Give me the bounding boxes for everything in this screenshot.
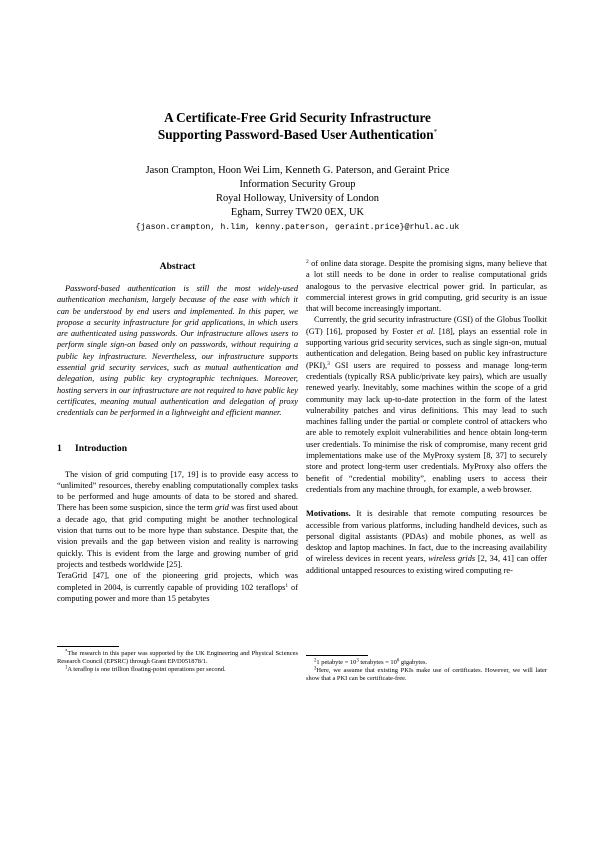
footnote-ref-1: 1 — [285, 582, 289, 589]
section-number: 1 — [57, 442, 62, 454]
paper-title-line-1: A Certificate-Free Grid Security Infrastructure — [164, 110, 431, 125]
footnote-ref-2: 2 — [306, 259, 309, 265]
footnote-star: *The research in this paper was supported by the UK Engineering and Physical Sciences Research Council (EPSRC) through Grant EP/D051878/1. — [57, 649, 298, 666]
author-emails: {jason.crampton, h.lim, kenny.paterson, geraint.price}@rhul.ac.uk — [135, 223, 460, 232]
intro-paragraph-motivations: Motivations. It is desirable that remote computing resources be accessible from various platforms, including handheld devices, such as personal digital assistants (PDAs) and mobile phones, as well as desktop and laptop machines. In fact, due to the increasing availability of wireless devices in recent years, wireless grids [2, 34, 41] can offer additional untapped resources to existing wired computing re- — [306, 509, 547, 575]
section-title: Introduction — [75, 442, 128, 454]
footnote-1: $^1$A teraflop is one trillion floating-point operations per second. — [65, 665, 226, 674]
footnote-rule-right — [306, 655, 368, 656]
intro-paragraph-1-end: $^2$ of online data storage. Despite the promising signs, many believe that a lot still needs to be done in order to realise computational grids analogous to the pervasive electrical power grid. In particular, as commercial interest grows in grid computing, grid security is an issue that will become increasingly important. — [306, 259, 547, 314]
affiliation-address: Egham, Surrey TW20 0EX, UK — [230, 207, 365, 218]
intro-paragraph-1: The vision of grid computing [17, 19] is to provide easy access to “unlimited” resources, thereby enabling computationally complex tasks to be performed and huge amounts of data to be stored and shared. There has been some suspicion, since the term grid was first used about a decade ago, that grid computing might be another technological vision that turns out to be more hype than substance. Despite that, the vision prevails and the gap between vision and reality is narrowing quickly. This is evident from the large and growing number of grid projects and testbeds worldwide [25]. — [57, 469, 298, 569]
title-footnote-mark: * — [433, 128, 438, 136]
footnote-2: $^2$1 petabyte = $10^3$ terabytes = $10^6$ gigabytes. — [314, 658, 428, 666]
footnote-ref-3: 3 — [327, 360, 330, 367]
affiliation-group: Information Security Group — [239, 179, 356, 190]
left-footnotes — [57, 646, 298, 675]
footnote-3: $^3$Here, we assume that existing PKIs make use of certificates. However, we will later show that a PKI can be certificate-free. — [306, 666, 547, 683]
paper-title-line-2: Supporting Password-Based User Authentication* — [157, 127, 438, 142]
abstract-text: Password-based authentication is still the most widely-used authentication mechanism, largely because of the ease with which it can be understood by end users and implemented. In this paper, we propose a security infrastructure for grid applications, in which users are authenticated using passwords. Our infrastructure allows users to perform single sign-on based only on passwords, without requiring a public key infrastructure. Nevertheless, our infrastructure supports essential grid security services, such as mutual authentication and delegation, using public key cryptographic techniques. Moreover, hosting servers in our infrastructure are not required to have public key certificates, meaning mutual authentication and delegation of proxy credentials can be performed in a lightweight and efficient manner. — [57, 284, 298, 418]
right-column — [306, 258, 547, 576]
right-footnotes — [306, 655, 547, 684]
footnote-rule — [57, 646, 119, 647]
intro-paragraph-1-cont: TeraGrid [47], one of the pioneering grid projects, which was completed in 2004, is currently capable of providing 102 teraflops$^1$ of computing power and more than 15 petabytes — [57, 571, 298, 603]
left-column — [57, 258, 298, 604]
abstract-heading: Abstract — [159, 261, 196, 272]
author-list: Jason Crampton, Hoon Wei Lim, Kenneth G. Paterson, and Geraint Price — [145, 165, 450, 176]
motivations-runin-heading: Motivations. — [306, 509, 351, 519]
intro-paragraph-2: Currently, the grid security infrastructure (GSI) of the Globus Toolkit (GT) [16], proposed by Foster et al. [18], plays an essential role in supporting various grid security services, such as single sign-on, mutual authentication and delegation. Being based on public key infrastructure (PKI),$^3$ GSI users are required to possess and manage long-term credentials (typically RSA public/private key pairs), which are usually renewed yearly. Inevitably, some machines within the scope of a grid community may lack up-to-date protection in the form of the latest vulnerability patches and virus definitions. This may lead to such machines falling under the partial or complete control of attackers who are able to remotely exploit vulnerabilities and hence obtain long-term user credentials. To minimise the risk of compromise, many recent grid implementations make use of the MyProxy system [8, 37] to securely store and protect long-term user credentials. MyProxy also offers the benefit of “credential mobility”, enabling users to access their credentials from any machine through, for example, a web browser. — [306, 315, 548, 494]
section-heading-introduction — [57, 443, 298, 455]
affiliation-institution: Royal Holloway, University of London — [216, 193, 379, 204]
